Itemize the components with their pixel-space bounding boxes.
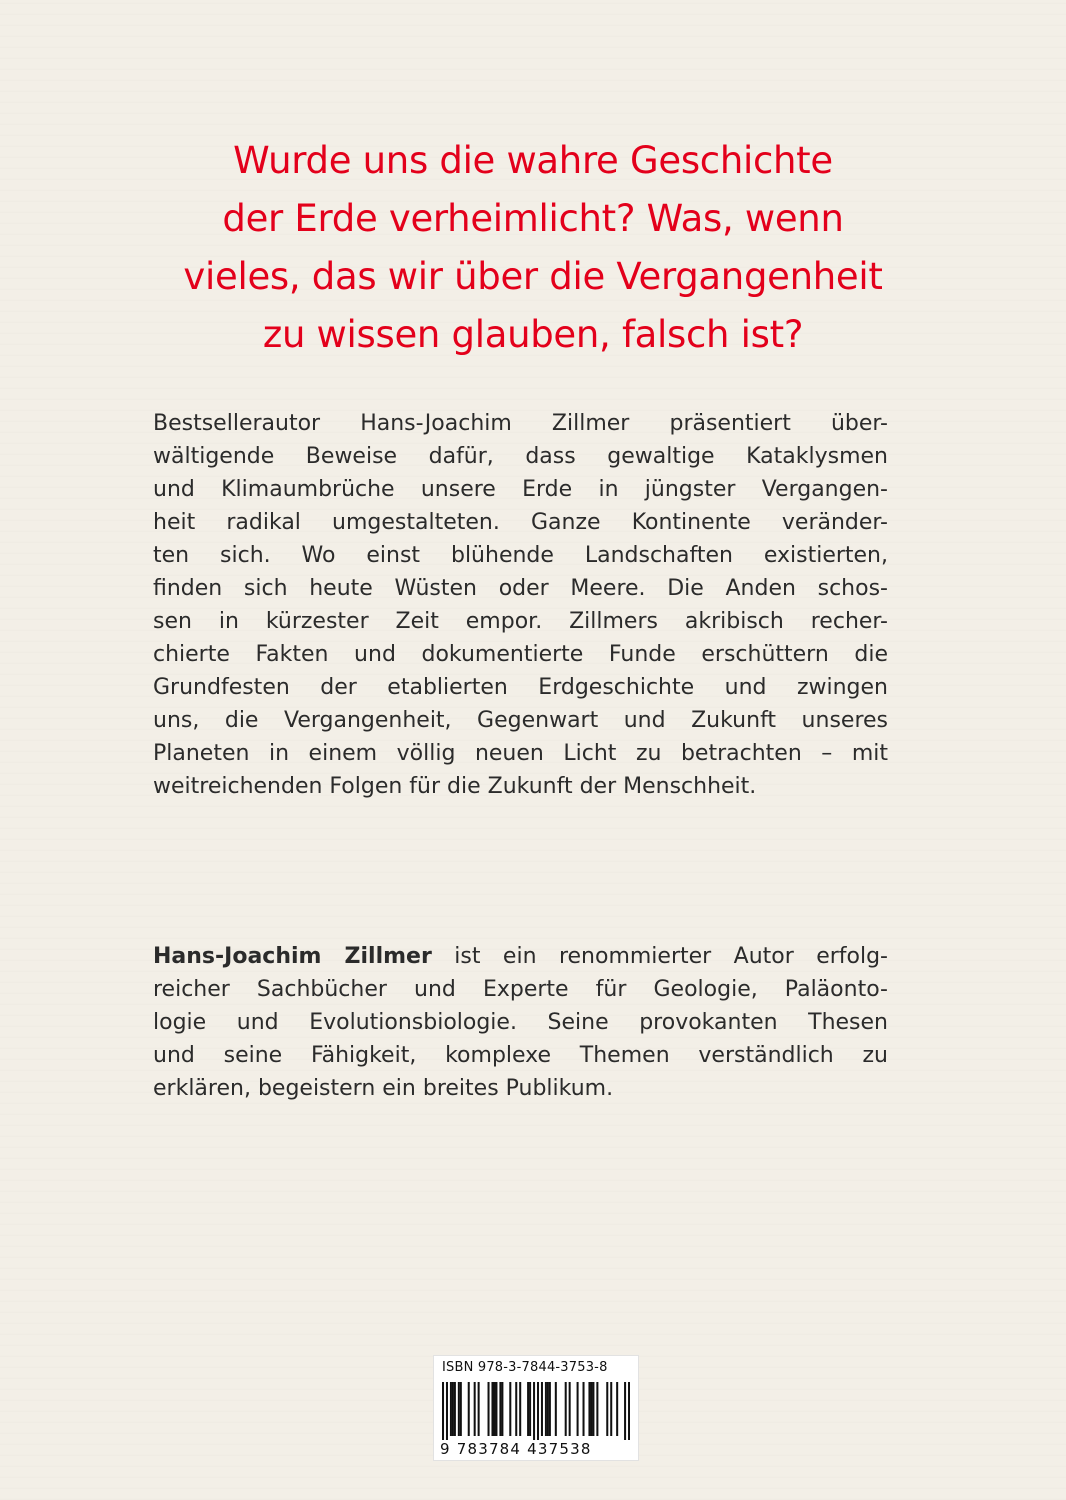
barcode-bar [533,1382,535,1440]
barcode-bar [491,1382,493,1436]
barcode-bar [588,1382,590,1436]
description-line: sen in kürzester Zeit empor. Zillmers akribisch recher- [153,609,888,634]
barcode-bar [592,1382,594,1436]
barcode-bar [624,1382,626,1440]
barcode-bar [545,1382,547,1436]
description-line: und Klimaumbrüche unsere Erde in jüngster Vergangen- [153,477,888,502]
barcode-bar [529,1382,531,1436]
barcode-bar [590,1382,592,1436]
description-line: heit radikal umgestalteten. Ganze Kontinente veränder- [153,510,888,535]
barcode-bar [628,1382,630,1440]
description-line: wältigende Beweise dafür, dass gewaltige Kataklysmen [153,444,888,469]
barcode-bar [478,1382,480,1436]
barcode-digits: 9 783784 437538 [440,1440,592,1458]
barcode-bar [454,1382,456,1436]
barcode-bar [537,1382,539,1440]
barcode-bar [583,1382,585,1436]
description-line: ten sich. Wo einst blühende Landschaften existierten, [153,543,888,568]
description-line: weitreichenden Folgen für die Zukunft der Menschheit. [153,774,757,799]
barcode-bar [442,1382,444,1440]
barcode-bar [495,1382,497,1436]
barcode-bar [515,1382,517,1436]
barcode-bar [616,1382,618,1436]
author-name: Hans-Joachim Zillmer [153,944,432,969]
barcode-bar [527,1382,529,1436]
headline-line: zu wissen glauben, falsch ist? [262,313,804,356]
barcode-bar [541,1382,543,1436]
description-line: chierte Fakten und dokumentierte Funde erschüttern die [153,642,888,667]
author-bio [153,940,888,1105]
headline-line: vieles, das wir über die Vergangenheit [183,255,883,298]
barcode-bar [501,1382,503,1436]
barcode-bar [610,1382,612,1436]
description-line: Planeten in einem völlig neuen Licht zu betrachten – mit [153,741,888,766]
author-bio-line [153,940,888,973]
description-line: Bestsellerautor Hans-Joachim Zillmer präsentiert über- [153,411,888,436]
headline-line: der Erde verheimlicht? Was, wenn [222,197,844,240]
back-cover-headline [130,132,936,364]
barcode-bar [577,1382,579,1436]
barcode-bar [596,1382,598,1436]
barcode-bar [569,1382,571,1436]
book-description [153,407,888,803]
barcode-bar [488,1382,490,1436]
barcode-bar [547,1382,549,1436]
barcode-bar [606,1382,608,1436]
barcode-bar [458,1382,460,1436]
barcode-bar [460,1382,462,1436]
author-bio-line: und seine Fähigkeit, komplexe Themen verständlich zu [153,1043,888,1068]
barcode-bars [442,1382,630,1440]
barcode-bar [493,1382,495,1436]
barcode-bar [474,1382,476,1436]
barcode-bar [549,1382,551,1436]
barcode-bar [555,1382,557,1436]
barcode-bar [452,1382,454,1436]
barcode-bar [468,1382,470,1436]
isbn-barcode [433,1355,639,1461]
barcode-bar [499,1382,501,1436]
author-bio-line: logie und Evolutionsbiologie. Seine provokanten Thesen [153,1010,888,1035]
barcode-bar [450,1382,452,1436]
author-bio-line: erklären, begeistern ein breites Publikum. [153,1076,614,1101]
headline-line: Wurde uns die wahre Geschichte [233,139,833,182]
author-bio-first-line-text: ist ein renommierter Autor erfolg- [431,944,888,969]
description-line: Grundfesten der etablierten Erdgeschichte und zwingen [153,675,888,700]
isbn-label: ISBN 978-3-7844-3753-8 [442,1360,608,1375]
barcode-bar [519,1382,521,1436]
barcode-bar [565,1382,567,1436]
barcode-bar [509,1382,511,1436]
description-line: finden sich heute Wüsten oder Meere. Die Anden schos- [153,576,888,601]
author-bio-line: reicher Sachbücher und Experte für Geologie, Paläonto- [153,977,888,1002]
description-line: uns, die Vergangenheit, Gegenwart und Zukunft unseres [153,708,888,733]
barcode-bar [446,1382,448,1440]
